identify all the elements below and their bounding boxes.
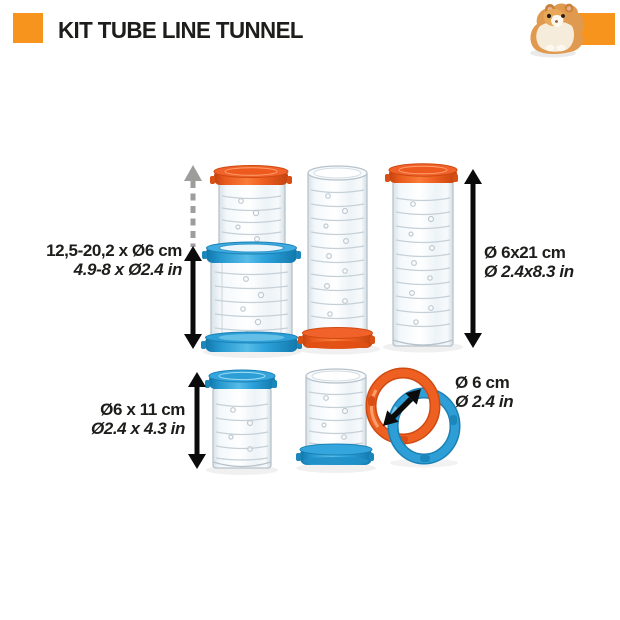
ring-diameter-arrow — [383, 389, 421, 426]
ring-diameter-dimensions — [455, 374, 513, 411]
ring-dimension-metric: Ø 6 cm — [455, 373, 510, 392]
short-tube-dimension-metric: Ø6 x 11 cm — [100, 400, 185, 419]
long-tube-image — [296, 166, 380, 355]
telescopic-tube-dimensions — [40, 242, 182, 279]
short-capped-tube-image — [205, 370, 278, 475]
short-tube-dimensions — [58, 401, 185, 438]
long-tube-dimension-metric: Ø 6x21 cm — [484, 243, 566, 262]
ring-dimension-imperial: Ø 2.4 in — [455, 391, 514, 411]
short-ringed-tube-image — [296, 369, 376, 473]
long-tube-dimension-imperial: Ø 2.4x8.3 in — [484, 261, 574, 281]
long-tube-dimensions — [484, 244, 574, 281]
telescopic-extension-arrow — [184, 165, 202, 247]
short-tube-dimension-imperial: Ø2.4 x 4.3 in — [90, 418, 185, 438]
page-title: KIT TUBE LINE TUNNEL — [58, 17, 303, 43]
telescopic-height-arrow — [184, 246, 202, 349]
capped-long-tube-image — [383, 164, 463, 353]
telescopic-tube-image — [201, 166, 302, 359]
telescopic-dimension-metric: 12,5-20,2 x Ø6 cm — [46, 241, 182, 260]
long-tube-height-arrow — [464, 169, 482, 348]
telescopic-dimension-imperial: 4.9-8 x Ø2.4 in — [73, 259, 182, 279]
connector-rings-image — [368, 373, 458, 468]
short-tube-height-arrow — [188, 372, 206, 469]
